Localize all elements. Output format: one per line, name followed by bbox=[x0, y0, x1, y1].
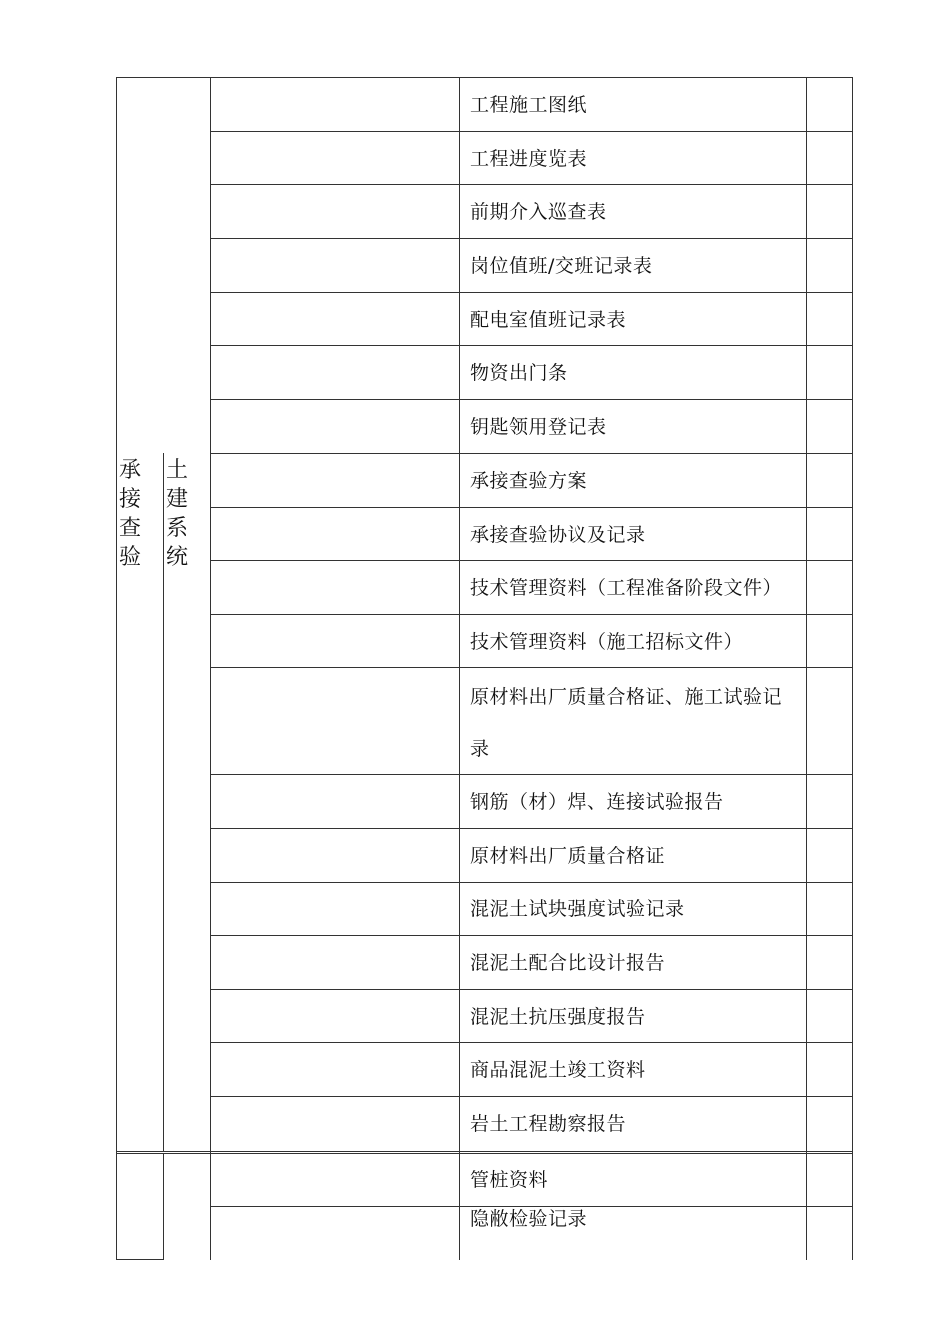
table-border-left bbox=[116, 77, 117, 1260]
row-line bbox=[210, 1096, 853, 1097]
row-line bbox=[210, 935, 853, 936]
row-line bbox=[210, 614, 853, 615]
list-item: 混泥土抗压强度报告 bbox=[470, 1006, 646, 1028]
list-item: 前期介入巡查表 bbox=[470, 201, 607, 223]
section-line bbox=[116, 1151, 853, 1152]
list-item: 配电室值班记录表 bbox=[470, 309, 627, 331]
list-item: 隐敝检验记录 bbox=[470, 1208, 588, 1230]
row-line bbox=[210, 131, 853, 132]
row-line bbox=[210, 453, 853, 454]
table-border-bottom-left bbox=[116, 1259, 163, 1260]
row-line bbox=[210, 989, 853, 990]
list-item: 承接查验协议及记录 bbox=[470, 524, 646, 546]
list-item: 原材料出厂质量合格证 bbox=[470, 845, 666, 867]
list-item: 物资出门条 bbox=[470, 362, 568, 384]
column-divider-1b bbox=[163, 1153, 164, 1260]
row-line bbox=[210, 560, 853, 561]
table-border-right bbox=[852, 77, 853, 1260]
row-line bbox=[210, 1206, 853, 1207]
list-item: 商品混泥土竣工资料 bbox=[470, 1059, 646, 1081]
list-item: 原材料出厂质量合格证、施工试验记录 bbox=[470, 686, 783, 760]
list-item: 混泥土试块强度试验记录 bbox=[470, 898, 685, 920]
list-item: 技术管理资料（施工招标文件） bbox=[470, 631, 744, 653]
column-divider-4 bbox=[806, 77, 807, 1260]
list-item: 混泥土配合比设计报告 bbox=[470, 952, 666, 974]
row-line bbox=[210, 882, 853, 883]
list-item: 技术管理资料（工程准备阶段文件） bbox=[470, 577, 783, 599]
list-item: 管桩资料 bbox=[470, 1169, 549, 1191]
table-border-top bbox=[116, 77, 853, 78]
section-line-2 bbox=[116, 1153, 853, 1154]
column-divider-2 bbox=[210, 77, 211, 1260]
list-item: 工程进度览表 bbox=[470, 148, 588, 170]
row-line bbox=[210, 345, 853, 346]
row-line bbox=[210, 399, 853, 400]
column-divider-3 bbox=[459, 77, 460, 1260]
subcategory-label: 土建系统 bbox=[165, 458, 188, 570]
list-item: 岗位值班/交班记录表 bbox=[470, 255, 653, 277]
list-item: 钢筋（材）焊、连接试验报告 bbox=[470, 791, 724, 813]
list-item: 钥匙领用登记表 bbox=[470, 416, 607, 438]
row-line bbox=[210, 1042, 853, 1043]
row-line bbox=[210, 184, 853, 185]
list-item: 工程施工图纸 bbox=[470, 94, 588, 116]
list-item: 承接查验方案 bbox=[470, 470, 588, 492]
row-line bbox=[210, 828, 853, 829]
row-line bbox=[210, 292, 853, 293]
row-line bbox=[210, 667, 853, 668]
list-item: 岩土工程勘察报告 bbox=[470, 1113, 627, 1135]
row-line bbox=[210, 507, 853, 508]
category-label: 承接查验 bbox=[118, 458, 141, 570]
row-line bbox=[210, 238, 853, 239]
